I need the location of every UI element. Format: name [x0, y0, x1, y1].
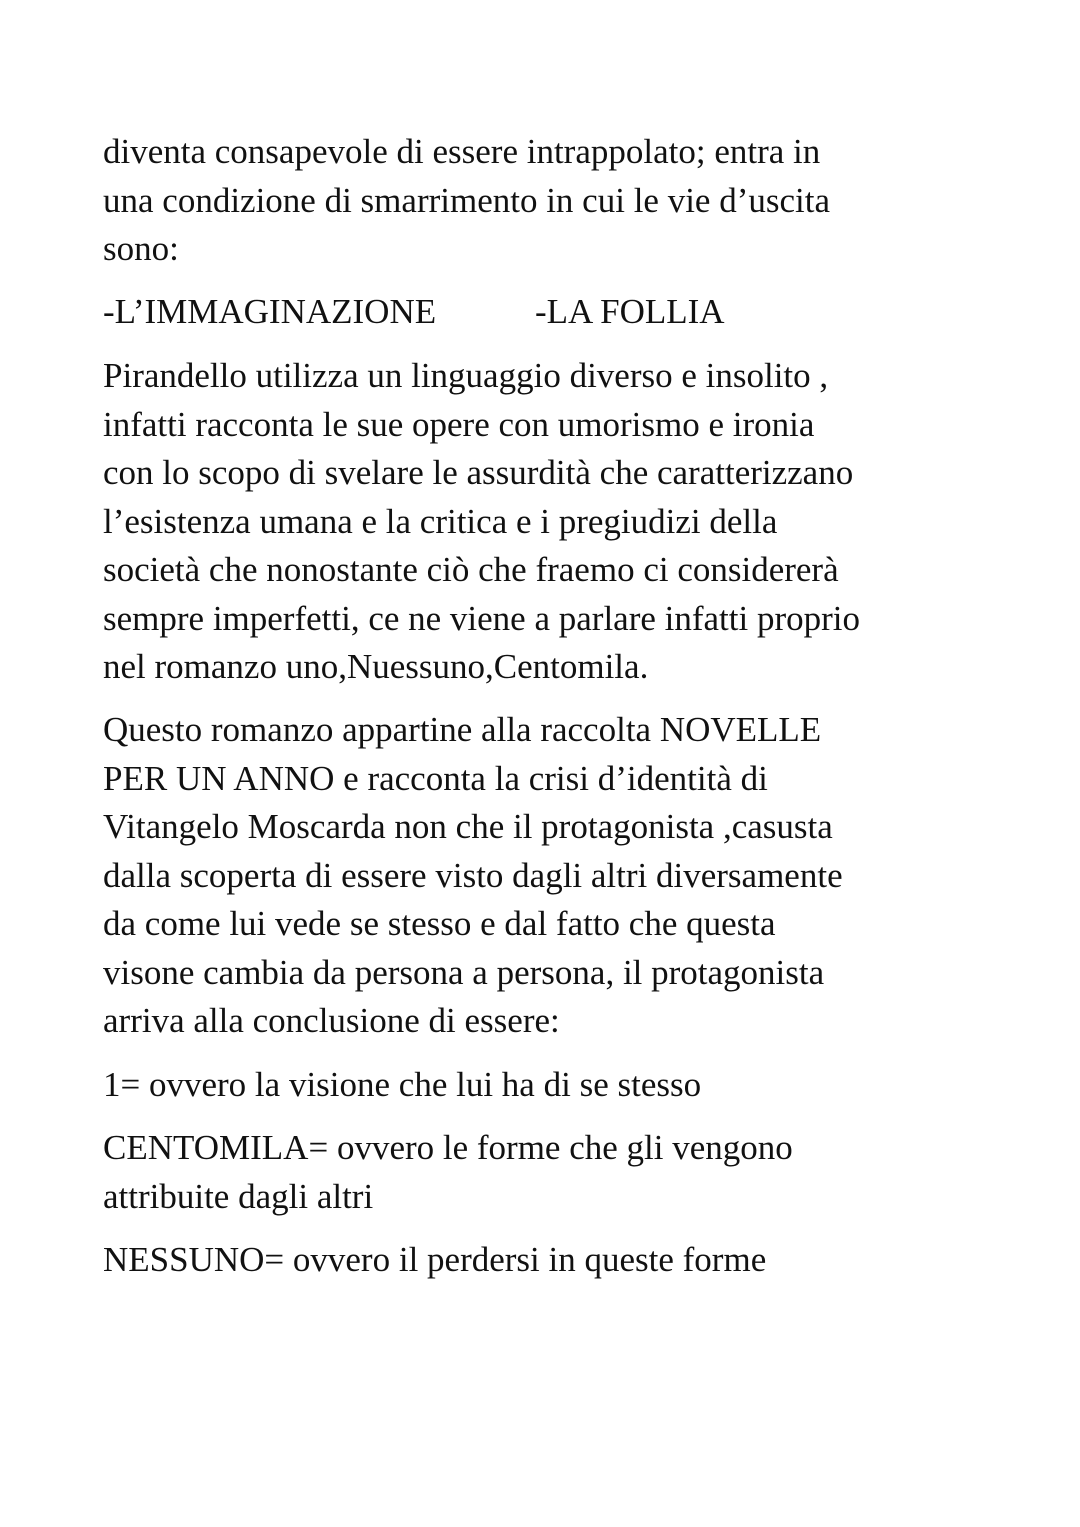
- paragraph-novel: [103, 706, 1003, 1046]
- text-line: dalla scoperta di essere visto dagli altri diversamente: [103, 855, 843, 895]
- paragraph-language: [103, 352, 1003, 692]
- text-line: sono:: [103, 229, 179, 268]
- text-line: 1= ovvero la visione che lui ha di se stesso: [103, 1065, 702, 1104]
- option-follia: -LA FOLLIA: [535, 292, 725, 331]
- text-line: visone cambia da persona a persona, il protagonista: [103, 952, 825, 992]
- text-line: una condizione di smarrimento in cui le vie d’uscita: [103, 180, 831, 220]
- text-line: PER UN ANNO e racconta la crisi d’identità di: [103, 758, 768, 798]
- text-line: arriva alla conclusione di essere:: [103, 1001, 560, 1040]
- text-line: Questo romanzo appartine alla raccolta NOVELLE: [103, 710, 822, 749]
- paragraph-one: [103, 1061, 1003, 1110]
- text-line: l’esistenza umana e la critica e i pregiudizi della: [103, 501, 778, 541]
- text-line: diventa consapevole di essere intrappolato; entra in: [103, 132, 821, 171]
- text-line: con lo scopo di svelare le assurdità che caratterizzano: [103, 453, 854, 492]
- text-line: CENTOMILA= ovvero le forme che gli vengono: [103, 1128, 793, 1167]
- text-line: Vitangelo Moscarda non che il protagonista ,casusta: [103, 807, 833, 846]
- paragraph-nessuno: [103, 1236, 1003, 1285]
- text-line: attribuite dagli altri: [103, 1176, 374, 1216]
- paragraph-intro: [103, 128, 1003, 274]
- option-immaginazione: -L’IMMAGINAZIONE: [103, 292, 437, 331]
- text-line: sempre imperfetti, ce ne viene a parlare infatti proprio: [103, 598, 861, 638]
- text-line: infatti racconta le sue opere con umorismo e ironia: [103, 404, 815, 444]
- paragraph-centomila: [103, 1124, 1003, 1221]
- text-line: Pirandello utilizza un linguaggio diverso e insolito ,: [103, 356, 829, 395]
- text-line: da come lui vede se stesso e dal fatto che questa: [103, 904, 776, 943]
- text-line: nel romanzo uno,Nuessuno,Centomila.: [103, 647, 649, 686]
- text-line: società che nonostante ciò che fraemo ci considererà: [103, 550, 839, 589]
- text-line: NESSUNO= ovvero il perdersi in queste forme: [103, 1240, 767, 1279]
